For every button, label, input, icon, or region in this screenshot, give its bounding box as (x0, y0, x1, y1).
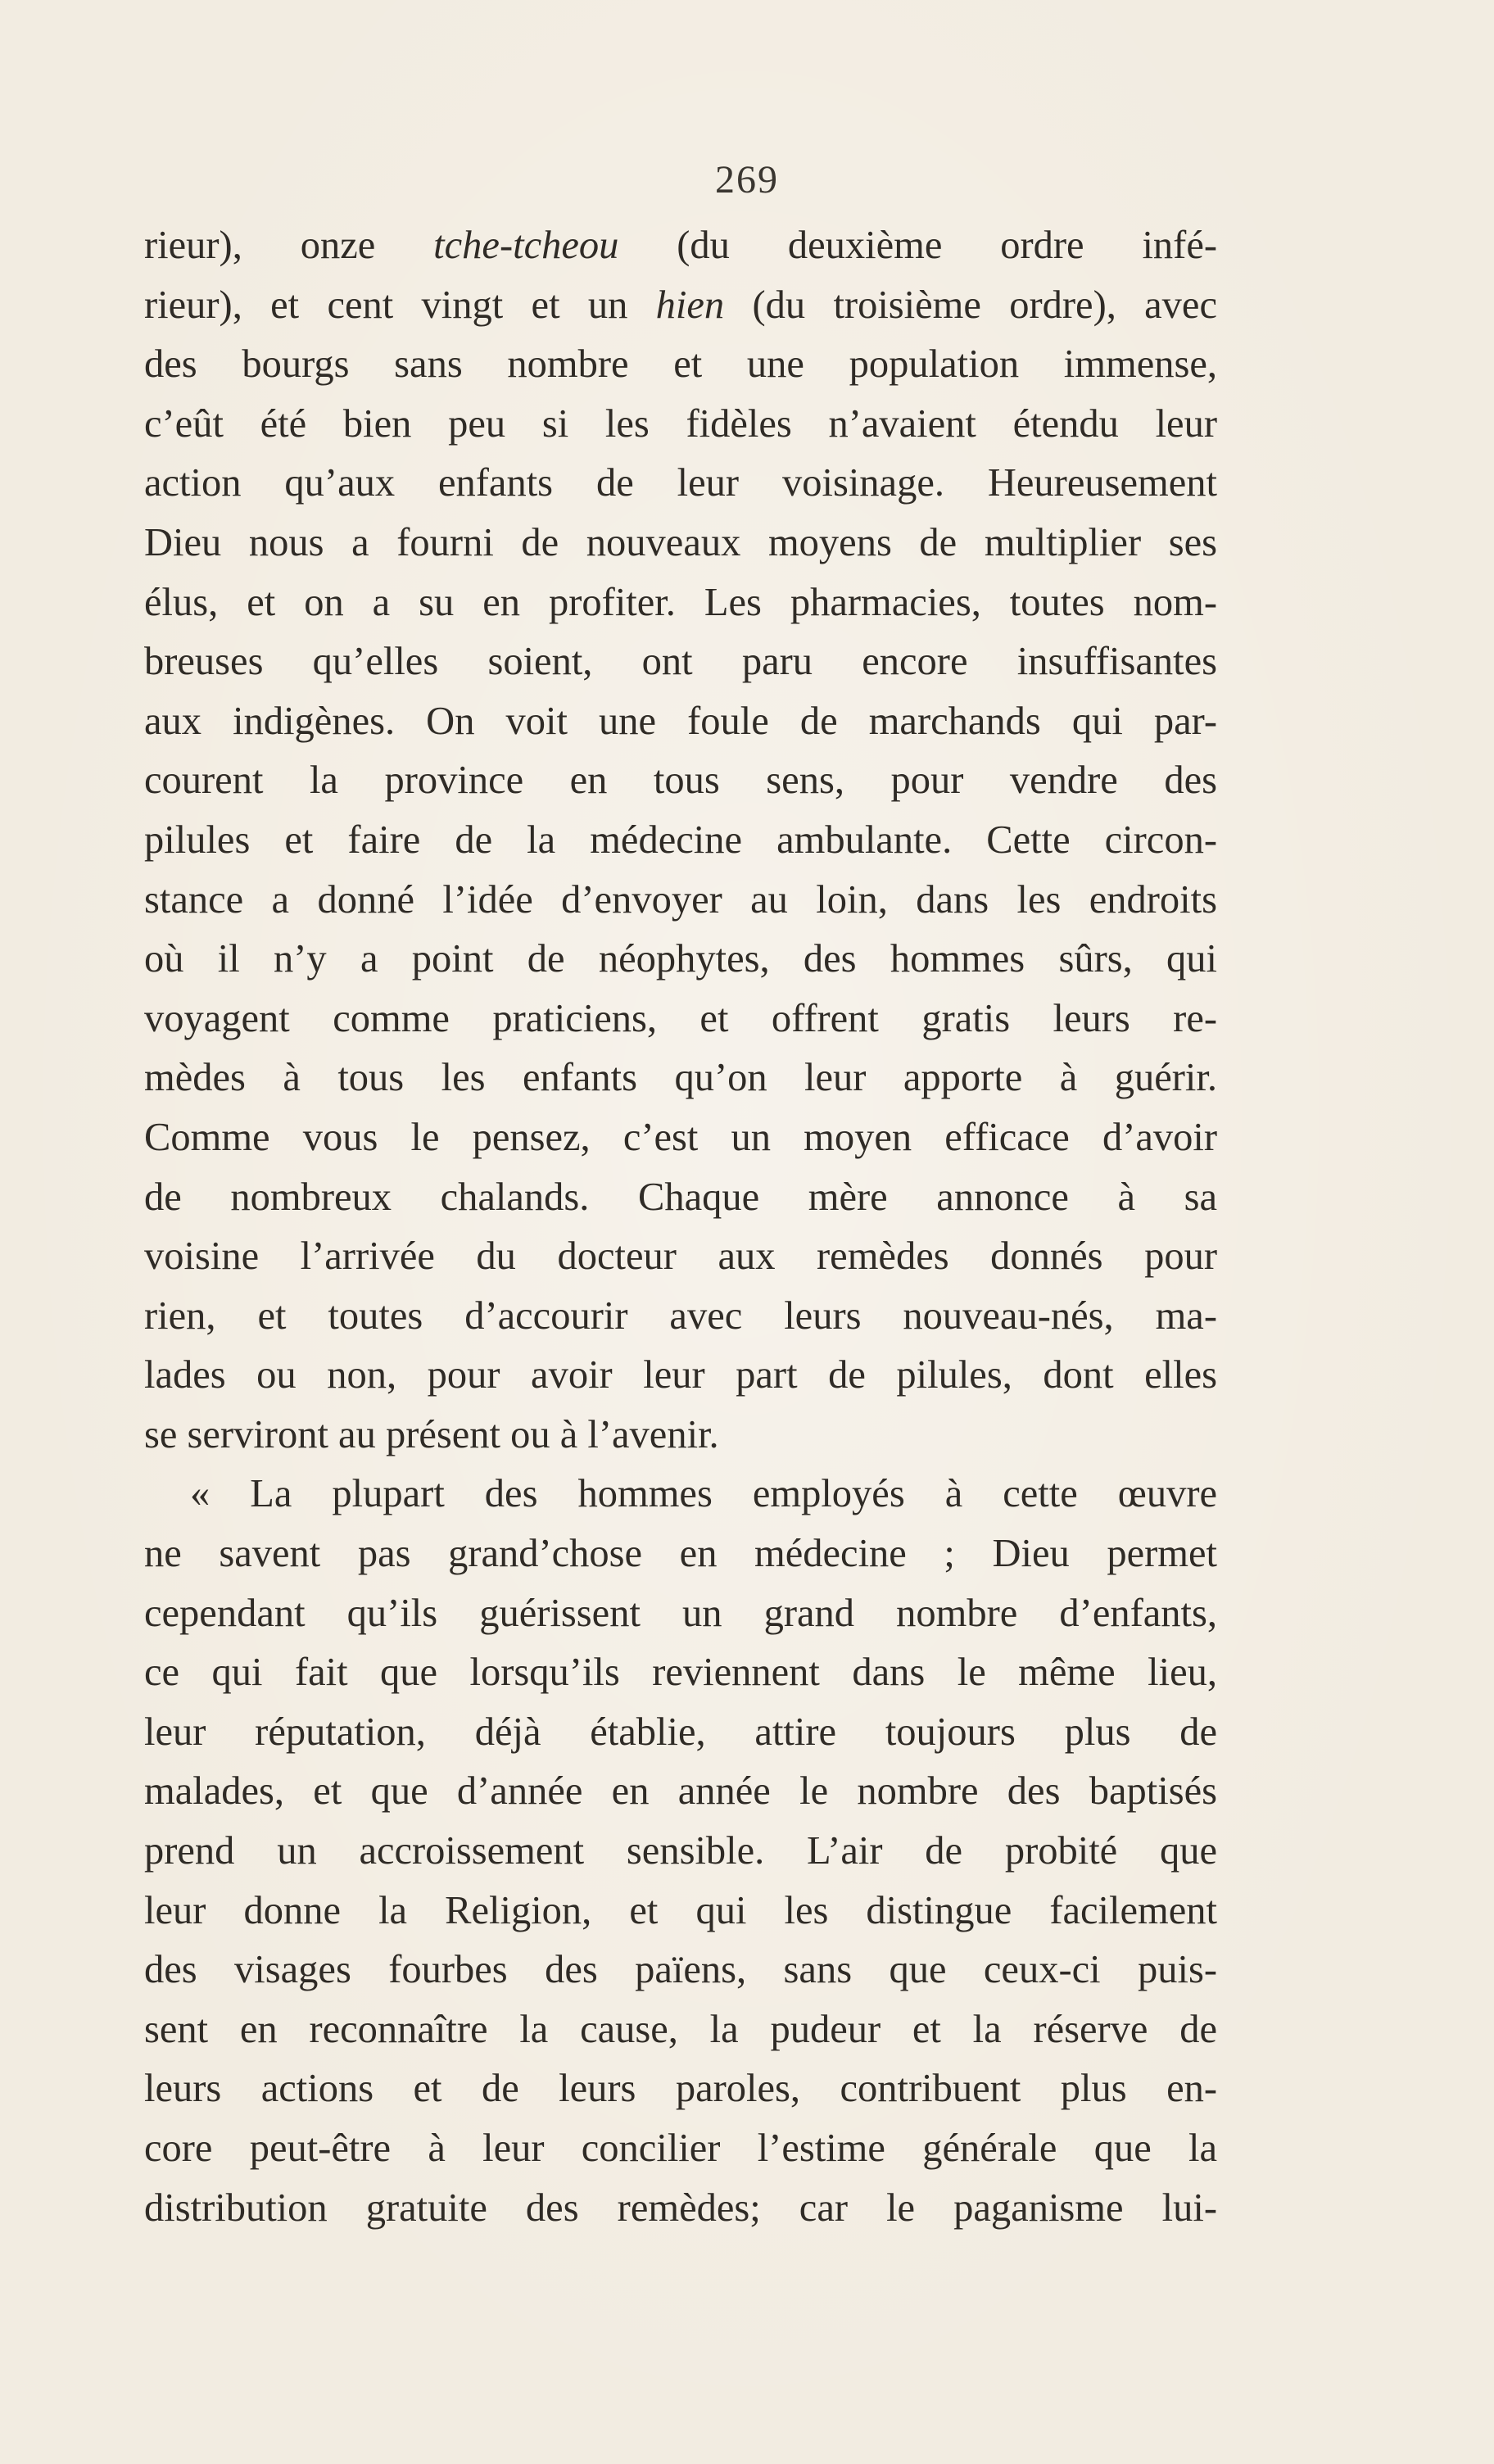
text-line (144, 395, 1217, 455)
text-line (144, 1406, 1217, 1465)
text-segment: stance a donné l’idée d’envoyer au loin, dans les endroits (144, 877, 1217, 922)
text-line (144, 335, 1217, 395)
body-text (144, 216, 1217, 2238)
text-segment: mèdes à tous les enfants qu’on leur apporte à guérir. (144, 1056, 1217, 1100)
text-line (144, 216, 1217, 276)
text-segment: distribution gratuite des remèdes; car le paganisme lui- (144, 2185, 1217, 2230)
text-segment: cependant qu’ils guérissent un grand nombre d’enfants, (144, 1591, 1217, 1635)
text-segment: ce qui fait que lorsqu’ils reviennent dans le même lieu, (144, 1651, 1217, 1695)
text-line (144, 514, 1217, 573)
text-segment: leur donne la Religion, et qui les distingue facilement (144, 1888, 1217, 1932)
text-segment: leur réputation, déjà établie, attire toujours plus de (144, 1710, 1217, 1754)
text-segment: action qu’aux enfants de leur voisinage. Heureusement (144, 461, 1217, 505)
text-line (144, 1762, 1217, 1822)
text-line (144, 692, 1217, 752)
text-line (144, 1822, 1217, 1882)
text-line (144, 1524, 1217, 1584)
text-line (144, 1108, 1217, 1168)
text-line (144, 871, 1217, 931)
text-line (144, 1227, 1217, 1287)
text-segment: élus, et on a su en profiter. Les pharmacies, toutes nom- (144, 580, 1217, 624)
text-segment: rieur), et cent vingt et un (144, 283, 656, 327)
text-line (144, 2119, 1217, 2179)
text-segment: (du troisième ordre), avec (724, 283, 1217, 327)
text-line (144, 751, 1217, 811)
text-line (144, 1643, 1217, 1703)
text-segment: rien, et toutes d’accourir avec leurs nouveau-nés, ma- (144, 1293, 1217, 1338)
text-segment: prend un accroissement sensible. L’air de probité que (144, 1829, 1217, 1873)
italic-term: hien (655, 283, 725, 327)
text-line (144, 276, 1217, 336)
text-segment: courent la province en tous sens, pour vendre des (144, 759, 1217, 803)
text-line (144, 1882, 1217, 1941)
text-segment: lades ou non, pour avoir leur part de pilules, dont elles (144, 1353, 1217, 1397)
text-segment: leurs actions et de leurs paroles, contribuent plus en- (144, 2067, 1217, 2111)
text-segment: des visages fourbes des païens, sans que ceux-ci puis- (144, 1948, 1217, 1992)
text-line (144, 1287, 1217, 1347)
text-line (144, 1465, 1217, 1524)
text-line (144, 1584, 1217, 1644)
text-line (144, 930, 1217, 990)
text-segment: malades, et que d’année en année le nombre des baptisés (144, 1769, 1217, 1814)
text-line (144, 1941, 1217, 2000)
text-line (144, 1168, 1217, 1228)
text-line (144, 990, 1217, 1049)
text-segment: Comme vous le pensez, c’est un moyen efficace d’avoir (144, 1115, 1217, 1159)
text-segment: (du deuxième ordre infé- (618, 224, 1218, 267)
text-segment: voisine l’arrivée du docteur aux remèdes donnés pour (144, 1234, 1217, 1279)
page-number: 269 (715, 158, 779, 202)
text-segment: Dieu nous a fourni de nouveaux moyens de multiplier ses (144, 520, 1217, 564)
text-line (144, 2059, 1217, 2119)
text-line (144, 811, 1217, 871)
text-line (144, 454, 1217, 514)
text-line (144, 573, 1217, 633)
text-segment: « La plupart des hommes employés à cette œuvre (190, 1472, 1217, 1516)
text-segment: des bourgs sans nombre et une population immense, (144, 342, 1217, 387)
text-segment: pilules et faire de la médecine ambulante. Cette circon- (144, 818, 1217, 862)
text-line (144, 1703, 1217, 1763)
text-segment: de nombreux chalands. Chaque mère annonce à sa (144, 1175, 1217, 1219)
text-segment: où il n’y a point de néophytes, des hommes sûrs, qui (144, 937, 1217, 981)
text-segment: aux indigènes. On voit une foule de marchands qui par- (144, 699, 1217, 743)
italic-term: tche-tcheou (433, 224, 619, 267)
text-segment: ne savent pas grand’chose en médecine ; Dieu permet (144, 1532, 1217, 1576)
text-segment: rieur), onze (144, 224, 434, 267)
text-segment: breuses qu’elles soient, ont paru encore insuffisantes (144, 640, 1217, 684)
text-line (144, 2000, 1217, 2060)
text-line (144, 1346, 1217, 1406)
text-line (144, 632, 1217, 692)
text-segment: c’eût été bien peu si les fidèles n’avaient étendu leur (144, 401, 1217, 446)
text-segment: voyagent comme praticiens, et offrent gratis leurs re- (144, 996, 1217, 1040)
text-line (144, 1049, 1217, 1108)
text-segment: se serviront au présent ou à l’avenir. (144, 1412, 719, 1456)
text-segment: core peut-être à leur concilier l’estime générale que la (144, 2127, 1217, 2170)
text-line (144, 2179, 1217, 2239)
text-segment: sent en reconnaître la cause, la pudeur et la réserve de (144, 2007, 1217, 2051)
